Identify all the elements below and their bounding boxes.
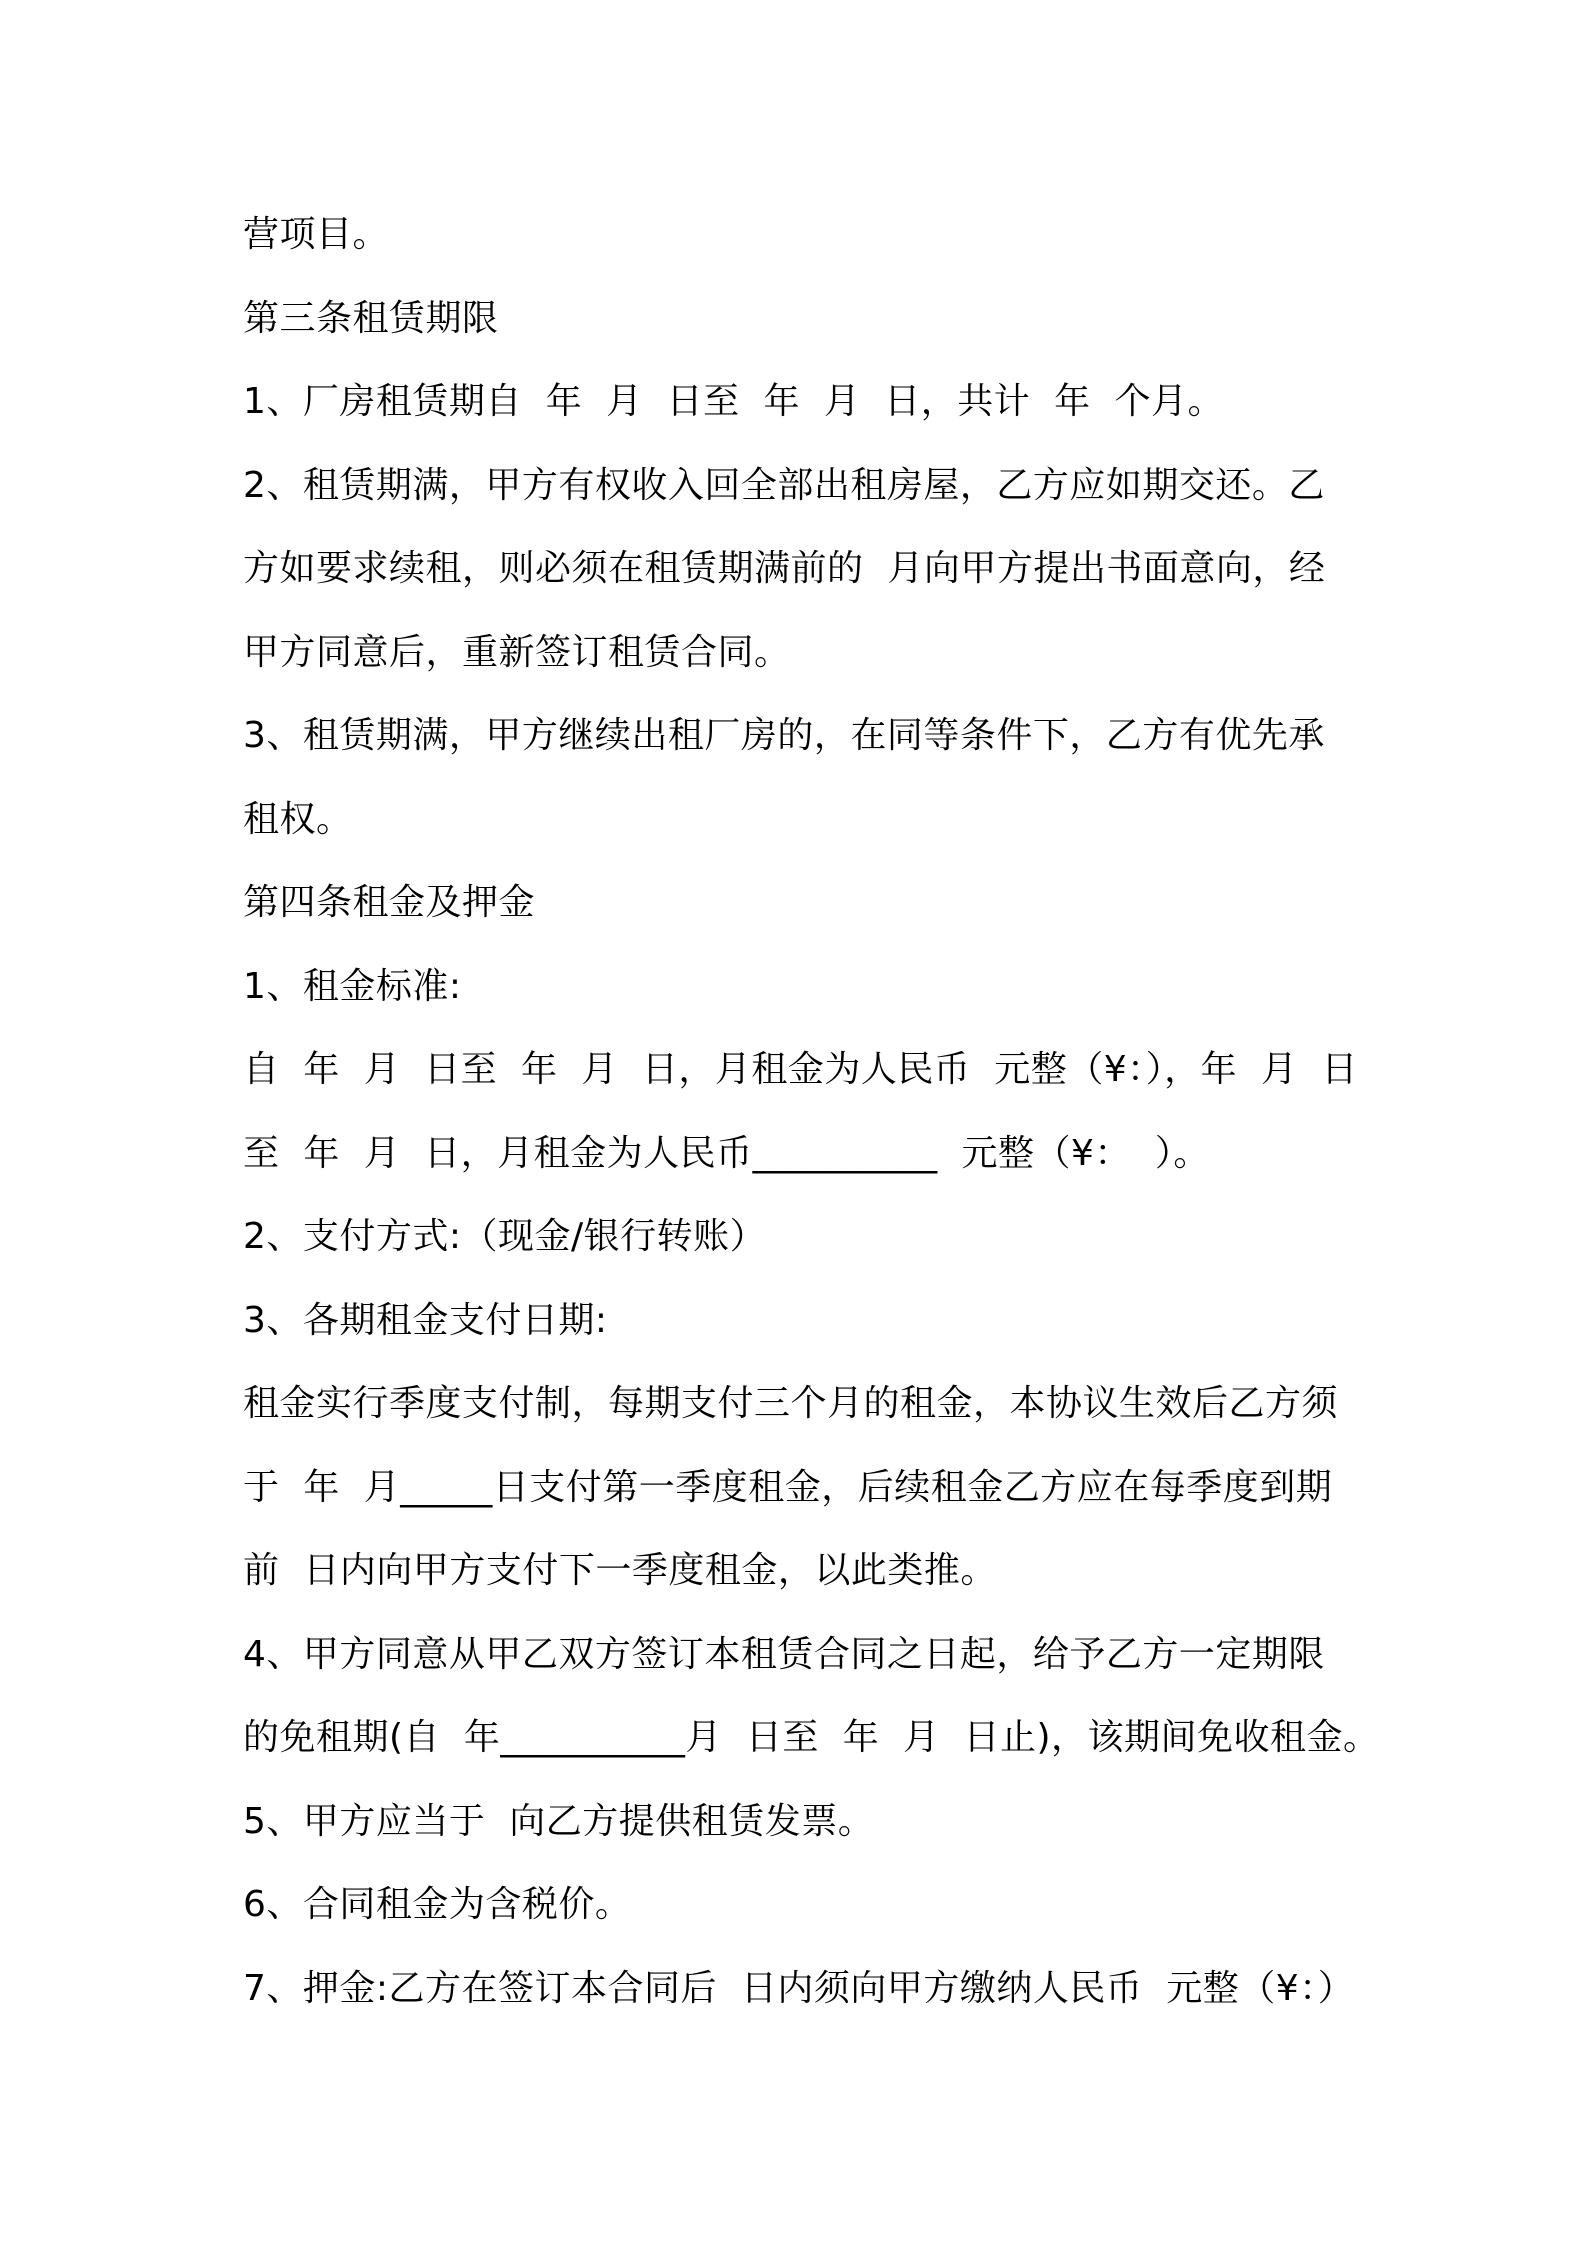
- text-line: 于 年 月_____日支付第一季度租金，后续租金乙方应在每季度到期: [243, 1466, 1333, 1508]
- text-line: 3、各期租金支付日期:: [243, 1299, 608, 1341]
- text-line: 甲方同意后，重新签订租赁合同。: [243, 631, 791, 673]
- text-line: 4、甲方同意从甲乙双方签订本租赁合同之日起，给予乙方一定期限: [243, 1633, 1325, 1675]
- text-line: 租金实行季度支付制，每期支付三个月的租金，本协议生效后乙方须: [243, 1383, 1339, 1424]
- text-line: 5、甲方应当于 向乙方提供租赁发票。: [243, 1800, 875, 1842]
- text-line: 2、支付方式:（现金/银行转账）: [243, 1216, 767, 1257]
- document-body: [243, 193, 1380, 2030]
- text-line: 1、厂房租赁期自 年 月 日至 年 月 日，共计 年 个月。: [243, 381, 1224, 422]
- text-line: 方如要求续租，则必须在租赁期满前的 月向甲方提出书面意向，经: [243, 548, 1326, 589]
- text-line: 至 年 月 日，月租金为人民币__________ 元整（¥： ）。: [243, 1132, 1210, 1174]
- text-line: 3、租赁期满，甲方继续出租厂房的，在同等条件下，乙方有优先承: [243, 715, 1325, 756]
- text-line: 6、合同租金为含税价。: [243, 1884, 632, 1925]
- text-line: 租权。: [243, 798, 353, 840]
- section-heading-rent-deposit: 第四条租金及押金: [243, 882, 536, 923]
- text-line: 营项目。: [243, 214, 390, 255]
- text-line: 1、租金标准:: [243, 965, 462, 1007]
- text-line: 自 年 月 日至 年 月 日，月租金为人民币 元整（¥：），年 月 日: [243, 1049, 1358, 1090]
- text-line: 前 日内向甲方支付下一季度租金，以此类推。: [243, 1550, 997, 1591]
- text-line: 的免租期(自 年__________月 日至 年 月 日止)，该期间免收租金。: [243, 1717, 1380, 1758]
- section-heading-lease-term: 第三条租赁期限: [243, 297, 499, 339]
- text-line: 2、租赁期满，甲方有权收入回全部出租房屋，乙方应如期交还。乙: [243, 464, 1325, 506]
- text-line: 7、押金:乙方在签订本合同后 日内须向甲方缴纳人民币 元整（¥：）: [243, 1967, 1355, 2009]
